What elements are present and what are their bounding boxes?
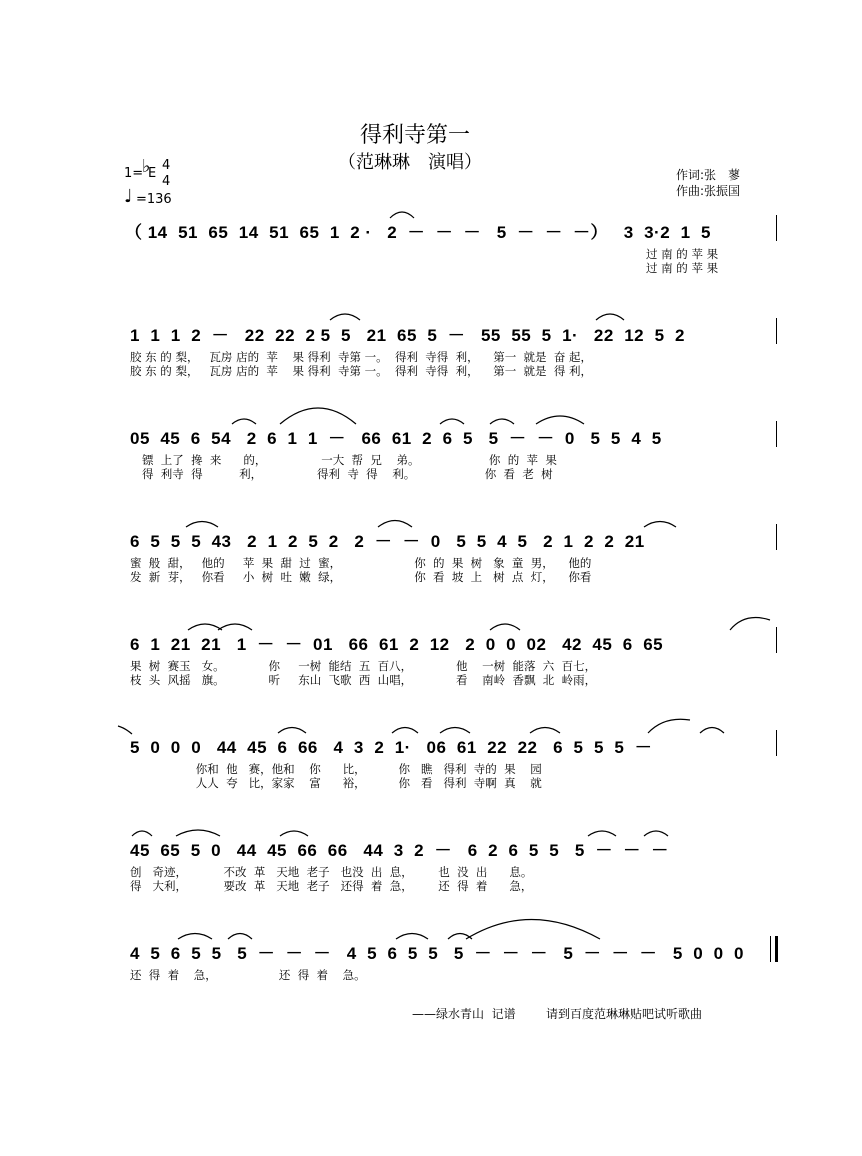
lyrics-row-7-verse-1: 创 奇迹， 不改 革 天地 老子 也没 出 息， 也 没 出 息。	[130, 865, 533, 879]
lyrics-row-4-verse-1: 蜜 般 甜， 他的 苹 果 甜 过 蜜， 你 的 果 树 象 童 男， 他的	[130, 556, 592, 570]
time-signature-top: 4	[162, 158, 171, 173]
lyricist: 作词:张 蓼	[676, 168, 741, 182]
notation-row-8: 4 5 6 5 5 5 － － － 4 5 6 5 5 5 － － － 5 － － － 5 0 0 0	[130, 944, 745, 963]
key-note: E	[148, 166, 157, 181]
notation-row-1: （ 14 51 65 14 51 65 1 2 · 2 － － － 5 － － －） 3 3·2 1 5	[125, 223, 711, 242]
lyrics-row-6-verse-2: 人人 夸 比，家家 富 裕， 你 看 得利 寺啊 真 就	[130, 776, 542, 790]
lyrics-row-5-verse-1: 果 树 赛玉 女。 你 一树 能结 五 百八， 他 一树 能落 六 百七，	[130, 659, 597, 673]
lyrics-row-8-verse-1: 还 得 着 急， 还 得 着 急。	[130, 968, 366, 982]
song-subtitle: （范琳琳 演唱）	[338, 152, 482, 173]
transcriber-credit: ——绿水青山 记谱	[412, 1007, 516, 1021]
song-title: 得利寺第一	[360, 123, 471, 148]
lyrics-row-7-verse-2: 得 大利， 要改 革 天地 老子 还得 着 急， 还 得 着 急，	[130, 879, 533, 893]
flat-icon: ♭	[142, 156, 151, 177]
time-signature-bottom: 4	[162, 174, 171, 189]
notation-row-5: 6 1 21 21 1 － － 01 66 61 2 12 2 0 0 02 42 45 6 65	[130, 635, 664, 654]
notation-row-7: 45 65 5 0 44 45 66 66 44 3 2 － 6 2 6 5 5 5 － － －	[130, 841, 669, 860]
tempo-value: =136	[136, 192, 172, 207]
lyrics-row-5-verse-2: 枝 头 风摇 旗。 听 东山 飞歌 西 山唱， 看 南岭 香飘 北 岭雨，	[130, 673, 597, 687]
lyrics-row-2-verse-2: 胶 东 的 梨， 瓦房 店的 苹 果 得利 寺第 一。 得利 寺得 利， 第一 就是 得 利，	[130, 364, 592, 378]
lyrics-row-1-verse-1: 过 南 的 苹 果	[646, 247, 719, 261]
lyrics-row-2-verse-1: 胶 东 的 梨， 瓦房 店的 苹 果 得利 寺第 一。 得利 寺得 利， 第一 就是 奋 起，	[130, 350, 592, 364]
listen-note: 请到百度范琳琳贴吧试听歌曲	[546, 1007, 703, 1021]
quarter-note-icon: ♩	[124, 186, 133, 207]
lyrics-row-6-verse-1: 你和 他 赛，他和 你 比， 你 瞧 得利 寺的 果 园	[130, 762, 542, 776]
composer: 作曲:张振国	[676, 184, 741, 198]
notation-row-3: 05 45 6 54 2 6 1 1 － 66 61 2 6 5 5 － － 0 5 5 4 5	[130, 429, 662, 448]
lyrics-row-3-verse-1: 镖 上了 搀 来 的， 一大 帮 兄 弟。 你 的 苹 果	[142, 453, 557, 467]
notation-row-6: 5 0 0 0 44 45 6 66 4 3 2 1· 06 61 22 22 6 5 5 5 －	[130, 738, 653, 757]
lyrics-row-4-verse-2: 发 新 芽， 你看 小 树 吐 嫩 绿， 你 看 坡 上 树 点 灯， 你看	[130, 570, 592, 584]
lyrics-row-1-verse-2: 过 南 的 苹 果	[646, 261, 719, 275]
notation-row-2: 1 1 1 2 － 22 22 2 5 5 21 65 5 － 55 55 5 1· 22 12 5 2	[130, 326, 685, 345]
key-prefix: 1=	[124, 166, 144, 181]
lyrics-row-3-verse-2: 得 利寺 得 利， 得利 寺 得 利。 你 看 老 树	[142, 467, 553, 481]
notation-row-4: 6 5 5 5 43 2 1 2 5 2 2 － － 0 5 5 4 5 2 1 2 2 21	[130, 532, 645, 551]
